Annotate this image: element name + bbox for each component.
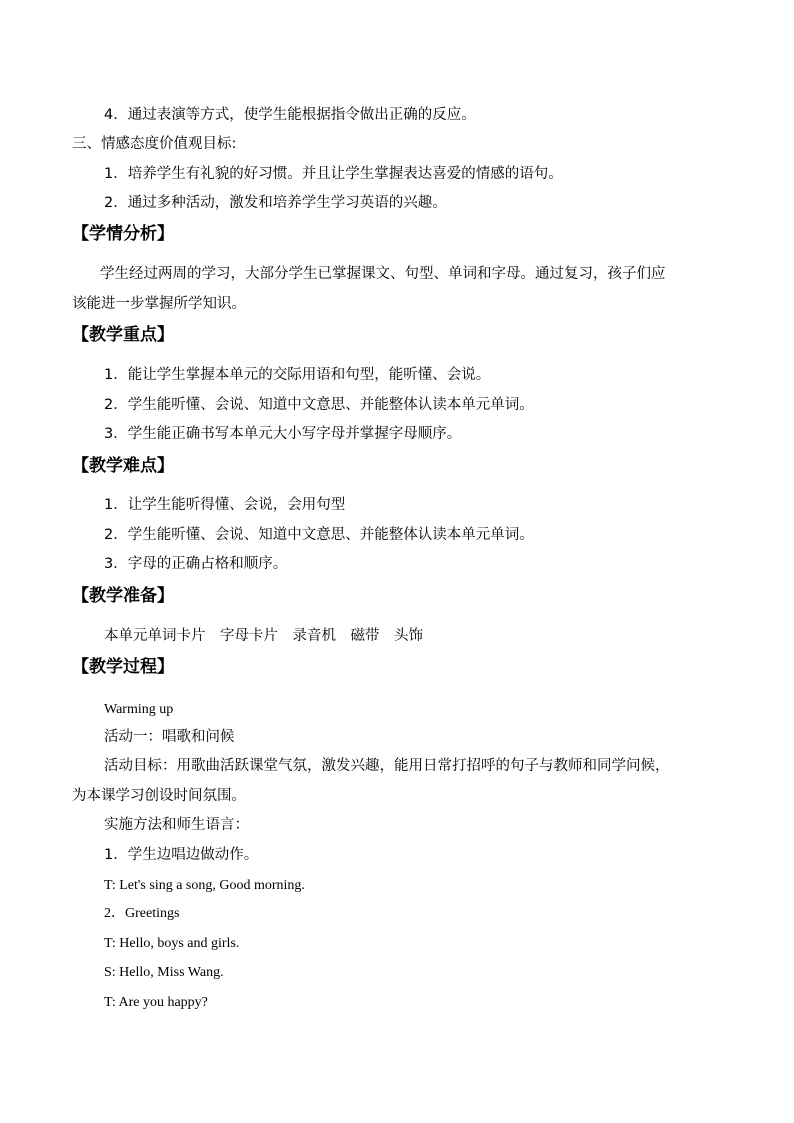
heading-student-analysis: 【学情分析】 [72, 224, 174, 244]
analysis-paragraph-line-2: 该能进一步掌握所学知识。 [72, 296, 246, 312]
warming-up-label: Warming up [104, 702, 174, 717]
dialogue-line-student-1: S: Hello, Miss Wang. [104, 965, 224, 980]
key-point-3: 3．学生能正确书写本单元大小写字母并掌握字母顺序。 [104, 426, 462, 442]
heading-teaching-process: 【教学过程】 [72, 657, 174, 677]
dialogue-line-teacher-1: T: Let's sing a song, Good morning. [104, 878, 305, 893]
difficulty-1: 1．让学生能听得懂、会说，会用句型 [104, 497, 346, 513]
difficulty-3: 3．字母的正确占格和顺序。 [104, 556, 288, 572]
difficulty-2: 2．学生能听懂、会说、知道中文意思、并能整体认读本单元单词。 [104, 527, 534, 543]
activity-goal-line-1: 活动目标：用歌曲活跃课堂气氛，激发兴趣，能用日常打招呼的句子与教师和同学问候， [104, 758, 670, 774]
heading-difficulties: 【教学难点】 [72, 456, 174, 476]
activity-1-title: 活动一：唱歌和问候 [104, 729, 235, 745]
emotion-goal-2: 2．通过多种活动，激发和培养学生学习英语的兴趣。 [104, 195, 447, 211]
preparation-items: 本单元单词卡片 字母卡片 录音机 磁带 头饰 [104, 628, 423, 644]
dialogue-line-teacher-3: T: Are you happy? [104, 995, 208, 1010]
heading-key-points: 【教学重点】 [72, 325, 174, 345]
objective-4: 4．通过表演等方式，使学生能根据指令做出正确的反应。 [104, 107, 476, 123]
activity-goal-line-2: 为本课学习创设时间氛围。 [72, 788, 246, 804]
key-point-2: 2．学生能听懂、会说、知道中文意思、并能整体认读本单元单词。 [104, 397, 534, 413]
method-title: 实施方法和师生语言： [104, 817, 249, 833]
step-1: 1．学生边唱边做动作。 [104, 847, 259, 863]
heading-preparation: 【教学准备】 [72, 586, 174, 606]
analysis-paragraph-line-1: 学生经过两周的学习，大部分学生已掌握课文、句型、单词和字母。通过复习，孩子们应 [100, 266, 666, 282]
dialogue-line-teacher-2: T: Hello, boys and girls. [104, 936, 240, 951]
emotion-goal-1: 1．培养学生有礼貌的好习惯。并且让学生掌握表达喜爱的情感的语句。 [104, 166, 563, 182]
step-2: 2．Greetings [104, 906, 180, 921]
key-point-1: 1．能让学生掌握本单元的交际用语和句型，能听懂、会说。 [104, 367, 491, 383]
emotion-goals-title: 三、情感态度价值观目标: [72, 136, 237, 152]
